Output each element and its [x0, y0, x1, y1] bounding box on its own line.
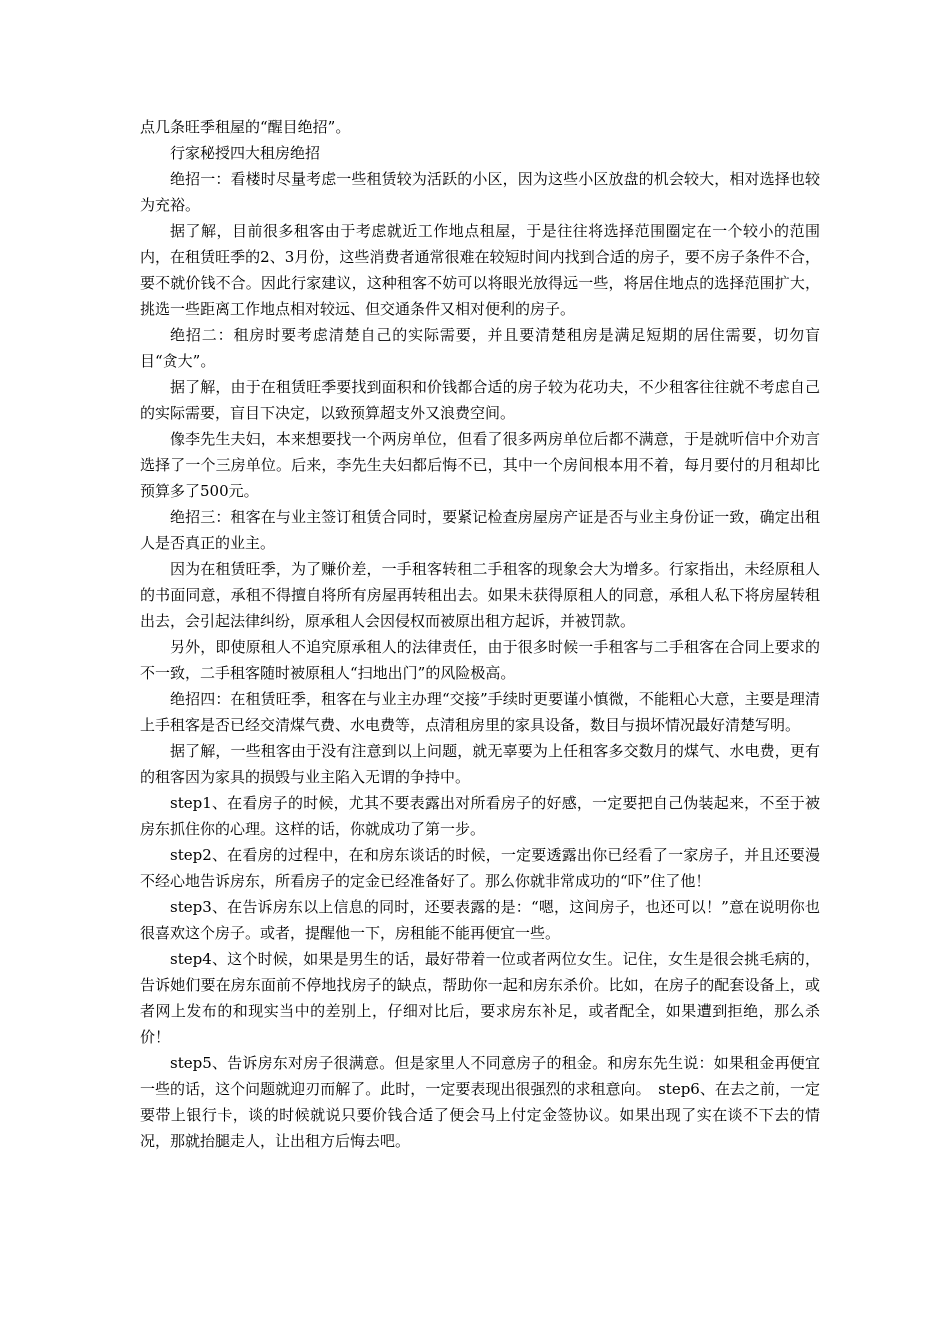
paragraph: 因为在租赁旺季，为了赚价差，一手租客转租二手租客的现象会大为增多。行家指出，未经原租人的书面同意，承租不得擅自将所有房屋再转租出去。如果未获得原租人的同意，承租人私下将房屋转租出去，会引起法律纠纷，原承租人会因侵权而被原出租方起诉，并被罚款。	[140, 560, 820, 630]
paragraph-step-1: step1、在看房子的时候，尤其不要表露出对所看房子的好感，一定要把自己伪装起来，不至于被房东抓住你的心理。这样的话，你就成功了第一步。	[140, 794, 820, 838]
paragraph-step-3: step3、在告诉房东以上信息的同时，还要表露的是：“嗯，这间房子，也还可以！”意在说明你也很喜欢这个房子。或者，提醒他一下，房租能不能再便宜一些。	[140, 898, 820, 942]
paragraph-intro: 点几条旺季租屋的“醒目绝招”。	[140, 118, 351, 136]
paragraph: 据了解，由于在租赁旺季要找到面积和价钱都合适的房子较为花功夫，不少租客往往就不考虑自己的实际需要，盲目下决定，以致预算超支外又浪费空间。	[140, 378, 820, 422]
paragraph-step-5: step5、告诉房东对房子很满意。但是家里人不同意房子的租金。和房东先生说：如果租金再便宜一些的话，这个问题就迎刃而解了。此时，一定要表现出很强烈的求租意向。 step6、在去之前，一定要带上银行卡，谈的时候就说只要价钱合适了便会马上付定金签协议。如果出现了实在谈不下去的情况，那就抬腿走人，让出租方后悔去吧。	[140, 1054, 820, 1150]
paragraph: 像李先生夫妇，本来想要找一个两房单位，但看了很多两房单位后都不满意，于是就听信中介劝言选择了一个三房单位。后来，李先生夫妇都后悔不已，其中一个房间根本用不着，每月要付的月租却比预算多了500元。	[140, 430, 820, 500]
paragraph-tip-4: 绝招四：在租赁旺季，租客在与业主办理“交接”手续时更要谨小慎微，不能粗心大意，主要是理清上手租客是否已经交清煤气费、水电费等，点清租房里的家具设备，数目与损坏情况最好清楚写明。	[140, 690, 820, 734]
paragraph-step-4: step4、这个时候，如果是男生的话，最好带着一位或者两位女生。记住，女生是很会挑毛病的，告诉她们要在房东面前不停地找房子的缺点，帮助你一起和房东杀价。比如，在房子的配套设备上，或者网上发布的和现实当中的差别上，仔细对比后，要求房东补足，或者配全，如果遭到拒绝，那么杀价！	[140, 950, 820, 1046]
section-heading: 行家秘授四大租房绝招	[170, 144, 321, 162]
document-body	[140, 114, 820, 1154]
paragraph: 据了解，目前很多租客由于考虑就近工作地点租屋，于是往往将选择范围圈定在一个较小的范围内，在租赁旺季的2、3月份，这些消费者通常很难在较短时间内找到合适的房子，要不房子条件不合，要不就价钱不合。因此行家建议，这种租客不妨可以将眼光放得远一些，将居住地点的选择范围扩大，挑选一些距离工作地点相对较远、但交通条件又相对便利的房子。	[140, 222, 820, 318]
paragraph-tip-1: 绝招一：看楼时尽量考虑一些租赁较为活跃的小区，因为这些小区放盘的机会较大，相对选择也较为充裕。	[140, 170, 820, 214]
paragraph-tip-2: 绝招二：租房时要考虑清楚自己的实际需要，并且要清楚租房是满足短期的居住需要，切勿盲目“贪大”。	[140, 326, 820, 370]
paragraph-tip-3: 绝招三：租客在与业主签订租赁合同时，要紧记检查房屋房产证是否与业主身份证一致，确定出租人是否真正的业主。	[140, 508, 820, 552]
paragraph-step-2: step2、在看房的过程中，在和房东谈话的时候，一定要透露出你已经看了一家房子，并且还要漫不经心地告诉房东，所看房子的定金已经准备好了。那么你就非常成功的“吓”住了他！	[140, 846, 820, 890]
paragraph: 另外，即使原租人不追究原承租人的法律责任，由于很多时候一手租客与二手租客在合同上要求的不一致，二手租客随时被原租人“扫地出门”的风险极高。	[140, 638, 820, 682]
paragraph: 据了解，一些租客由于没有注意到以上问题，就无辜要为上任租客多交数月的煤气、水电费，更有的租客因为家具的损毁与业主陷入无谓的争持中。	[140, 742, 820, 786]
